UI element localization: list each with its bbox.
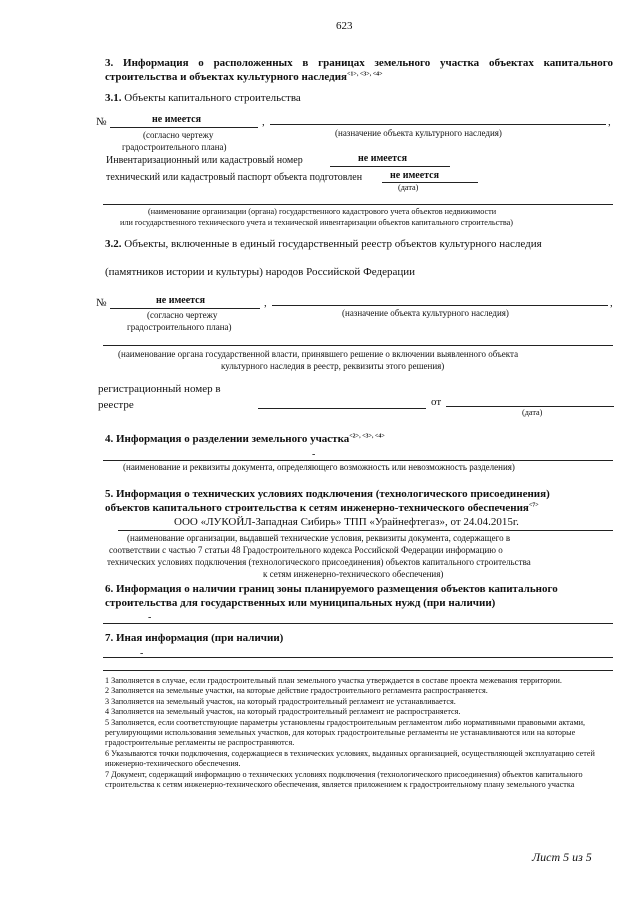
- passport-label: технический или кадастровый паспорт объекта подготовлен: [106, 172, 363, 183]
- reg-date-caption: (дата): [522, 408, 543, 417]
- section4-value: -: [312, 449, 316, 460]
- section7-heading: 7. Иная информация (при наличии): [105, 632, 284, 644]
- page-number: 623: [336, 20, 353, 32]
- section32-purpose-caption: (назначение объекта культурного наследия): [342, 308, 509, 318]
- reg-date-line: [446, 406, 614, 407]
- section31-no-label: №: [96, 116, 107, 128]
- footnote-separator: [103, 670, 613, 671]
- org-line: [103, 204, 613, 205]
- section4-line: [103, 460, 613, 461]
- sheet-label: Лист 5 из 5: [532, 850, 592, 864]
- org-caption-1: (наименование организации (органа) государственного кадастрового учета объектов недвижимости: [148, 207, 497, 216]
- section31-no-line: [110, 127, 258, 128]
- inventory-line: [330, 166, 450, 167]
- section6-heading-1: 6. Информация о наличии границ зоны планируемого размещения объектов капитального: [105, 583, 558, 595]
- section31-purpose-line: [270, 124, 606, 125]
- section31-end-comma: ,: [608, 116, 611, 128]
- footnote-3: 3 Заполняется на земельный участок, на который градостроительный регламент не устанавливается.: [105, 696, 456, 706]
- reg-line: [258, 408, 426, 409]
- section32-purpose-line: [272, 305, 608, 306]
- section32-comma: ,: [264, 297, 267, 309]
- section32-no-value: не имеется: [156, 295, 206, 306]
- section32-end-comma: ,: [610, 297, 613, 309]
- section31-comma: ,: [262, 116, 265, 128]
- section31-per-drawing: (согласно чертежу: [143, 130, 214, 140]
- section31-no-value: не имеется: [152, 114, 202, 125]
- section32-title: 3.2. Объекты, включенные в единый государственный реестр объектов культурного наследия: [105, 238, 542, 250]
- authority-line: [103, 345, 613, 346]
- section7-line: [103, 657, 613, 658]
- section4-caption: (наименование и реквизиты документа, определяющего возможность или невозможность разделения): [123, 462, 515, 472]
- footnotes: [105, 676, 613, 790]
- section6-heading-2: строительства для государственных или муниципальных нужд (при наличии): [105, 597, 496, 609]
- footnote-4: 4 Заполняется на земельный участок, на который градостроительный регламент не распространяется.: [105, 707, 461, 717]
- passport-value: не имеется: [390, 170, 440, 181]
- section5-heading-1: 5. Информация о технических условиях подключения (технологического присоединения): [105, 488, 550, 500]
- section31-purpose-caption: (назначение объекта культурного наследия): [335, 128, 502, 138]
- section4-heading: 4. Информация о разделении земельного участка$^{<2>, <3>, <4>}$: [105, 433, 385, 445]
- inventory-label: Инвентаризационный или кадастровый номер: [106, 155, 303, 166]
- section32-no-line: [110, 308, 260, 309]
- inventory-value: не имеется: [358, 153, 408, 164]
- section5-value: ООО «ЛУКОЙЛ-Западная Сибирь» ТПП «Урайнефтегаз», от 24.04.2015г.: [174, 516, 519, 528]
- section7-value: -: [140, 648, 144, 659]
- section31-title: 3.1. Объекты капитального строительства: [105, 92, 301, 104]
- footnote-5: 5 Заполняется, если соответствующие параметры установлены градостроительным регламентом либо нормативными правовыми актами, регулирующими использования земельных участков, для которых градостроительные регламенты не устанавливаются или на которые градостроительные регламенты не распространяются.: [105, 717, 586, 748]
- reg-from-label: от: [431, 396, 442, 408]
- footnote-6: 6 Указываются точки подключения, содержащиеся в технических условиях, выданных организацией, осуществляющей эксплуатацию сетей инженерно-технического обеспечения.: [105, 748, 595, 769]
- footnote-2: 2 Заполняется на земельные участки, на которые действие градостроительного регламента распространяется.: [105, 686, 488, 696]
- section32-gradplan: градостроительного плана): [127, 322, 232, 332]
- org-caption-2: или государственного технического учета и технической инвентаризации объектов капитального строительства): [120, 218, 514, 227]
- reg-label-2: реестре: [98, 399, 134, 411]
- section32-title-2: (памятников истории и культуры) народов Российской Федерации: [105, 266, 416, 278]
- section5-caption-2: соответствии с частью 7 статьи 48 Градостроительного кодекса Российской Федерации информацию о: [109, 545, 503, 555]
- authority-caption-2: культурного наследия в реестр, реквизиты этого решения): [221, 361, 445, 371]
- footnote-7: 7 Документ, содержащий информацию о технических условиях подключения (технологического присоединения) объектов капитального строительства к сетям инженерно-технического обеспечения, является приложением к градостроительному плану земельного участка: [105, 769, 583, 790]
- section6-line: [103, 623, 613, 624]
- section6-value: -: [148, 612, 152, 623]
- footnote-1: 1 Заполняется в случае, если градостроительный план земельного участка утверждается в составе проекта межевания территории.: [105, 676, 562, 685]
- reg-label-1: регистрационный номер в: [98, 383, 221, 395]
- section5-caption-4: к сетям инженерно-технического обеспечения): [263, 569, 444, 579]
- section31-gradplan: градостроительного плана): [122, 142, 227, 152]
- section5-line: [118, 530, 613, 531]
- section5-heading-2: объектов капитального строительства к сетям инженерно-технического обеспечения$^{<7>}$: [105, 502, 539, 514]
- authority-caption-1: (наименование органа государственной власти, принявшего решение о включении выявленного объекта: [118, 349, 519, 359]
- section3-heading: 3. Информация о расположенных в границах земельного участка объектах капитального строительства и объектах культурного наследия$^{<1>, <3>, <4>}$: [105, 57, 613, 83]
- passport-line: [382, 182, 478, 183]
- passport-date-caption: (дата): [398, 183, 419, 192]
- section32-no-label: №: [96, 297, 107, 309]
- section5-caption-3: технических условиях подключения (технологического присоединения) объектов капитального строительства: [107, 557, 531, 567]
- section5-caption-1: (наименование организации, выдавшей технические условия, реквизиты документа, содержащего в: [127, 533, 511, 543]
- section32-per-drawing: (согласно чертежу: [147, 310, 218, 320]
